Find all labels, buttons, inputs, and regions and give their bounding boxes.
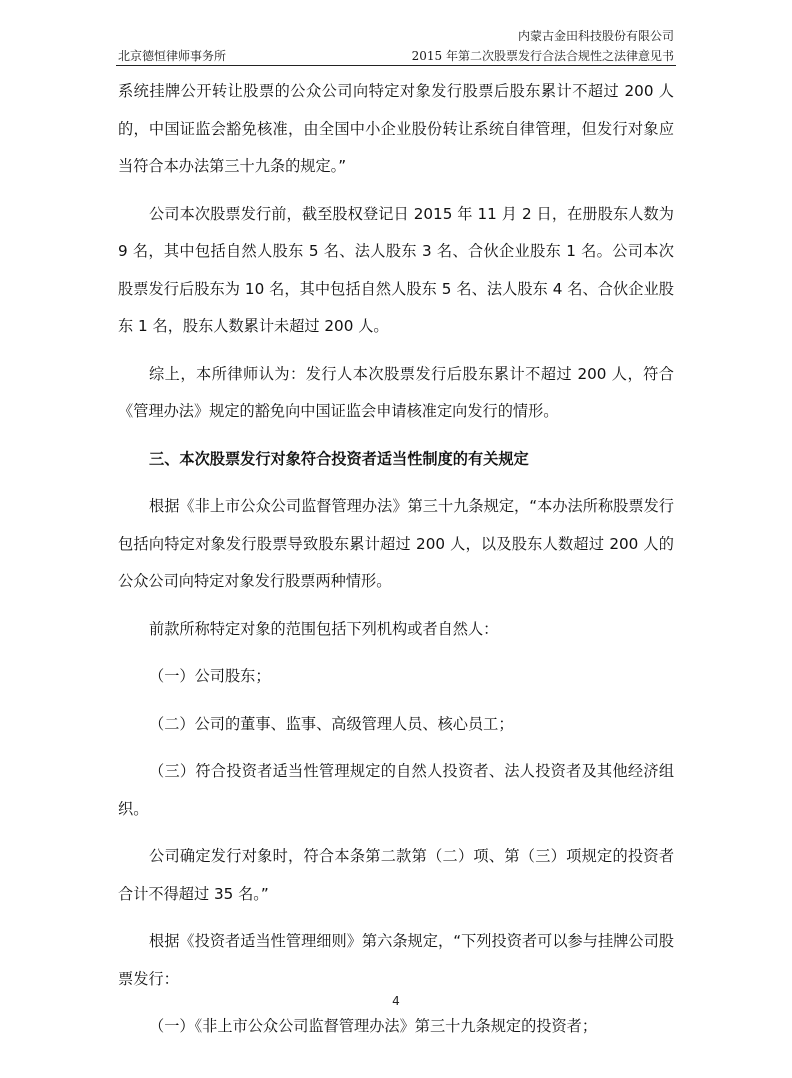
paragraph-article-6: 根据《投资者适当性管理细则》第六条规定，“下列投资者可以参与挂牌公司股票发行： xyxy=(118,932,674,988)
document-body xyxy=(118,73,679,1046)
list-item-1: （一）公司股东； xyxy=(149,667,271,685)
header-opinion-title: 2015 年第二次股票发行合法合规性之法律意见书 xyxy=(411,49,674,63)
section-heading-3: 三、本次股票发行对象符合投资者适当性制度的有关规定 xyxy=(149,449,529,468)
header-divider xyxy=(116,65,676,66)
paragraph-investor-limit: 公司确定发行对象时，符合本条第二款第（二）项、第（三）项规定的投资者合计不得超过 35 名。” xyxy=(118,847,674,903)
paragraph-shareholder-count: 公司本次股票发行前，截至股权登记日 2015 年 11 月 2 日，在册股东人数为 9 名，其中包括自然人股东 5 名、法人股东 3 名、合伙企业股东 1 名。公司本次股票发行后股东为 10 名，其中包括自然人股东 5 名、法人股东 4 名、合伙企业股东 1 名，股东人数累计未超过 200 人。 xyxy=(118,204,679,335)
paragraph-article-39: 根据《非上市公众公司监督管理办法》第三十九条规定，“本办法所称股票发行包括向特定对象发行股票导致股东累计超过 200 人，以及股东人数超过 200 人的公众公司向特定对象发行股票两种情形。 xyxy=(118,497,674,590)
paragraph-specific-objects: 前款所称特定对象的范围包括下列机构或者自然人： xyxy=(149,619,499,638)
list-item-2: （二）公司的董事、监事、高级管理人员、核心员工； xyxy=(149,714,514,733)
list-item-investors: （一）《非上市公众公司监督管理办法》第三十九条规定的投资者； xyxy=(149,1017,598,1035)
page-number: 4 xyxy=(392,994,400,1008)
paragraph-conclusion: 综上，本所律师认为：发行人本次股票发行后股东累计不超过 200 人，符合《管理办法》规定的豁免向中国证监会申请核准定向发行的情形。 xyxy=(118,364,674,420)
paragraph-continued-quote: 系统挂牌公开转让股票的公众公司向特定对象发行股票后股东累计不超过 200 人的，中国证监会豁免核准，由全国中小企业股份转让系统自律管理，但发行对象应当符合本办法第三十九条的规定。” xyxy=(118,82,674,175)
header-law-firm: 北京德恒律师事务所 xyxy=(118,49,227,63)
header-document-title xyxy=(412,26,674,66)
list-item-3: （三）符合投资者适当性管理规定的自然人投资者、法人投资者及其他经济组织。 xyxy=(118,762,674,818)
header-company-name: 内蒙古金田科技股份有限公司 xyxy=(517,29,674,43)
